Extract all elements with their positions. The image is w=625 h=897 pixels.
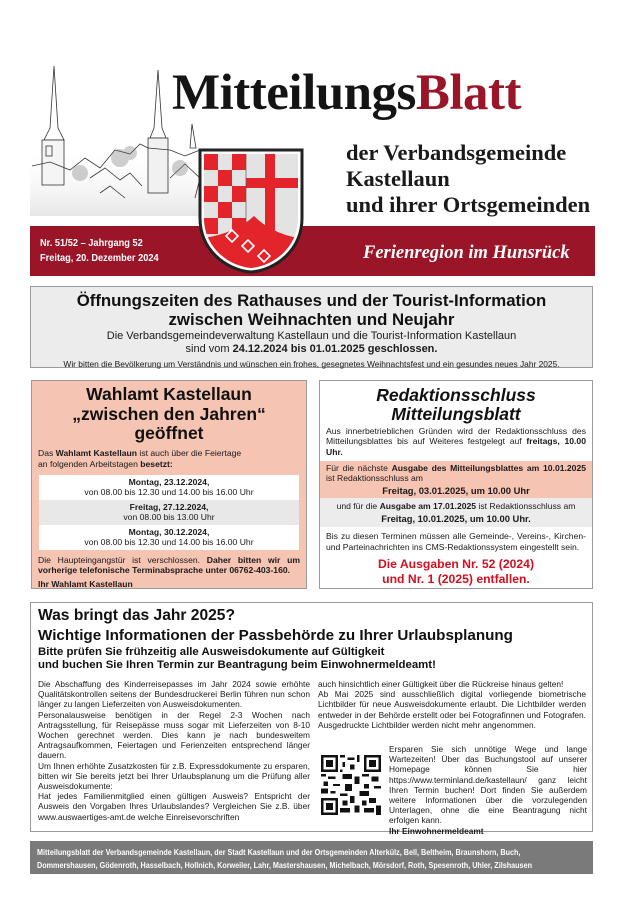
text: an folgenden Arbeitstagen: [38, 458, 141, 469]
subtitle-line: der Verbandsgemeinde: [346, 140, 567, 165]
issue-info: [40, 236, 159, 266]
passbehoerde-lead: [38, 646, 436, 672]
paragraph: Personalausweise benötigen in der Regel 2-3 Wochen nach Antragsstellung, für Reisepässe muss sogar mit Lieferzeiten von 8-10 Wochen gerechnet werden. Dies kann je nach bundesweitem Antragsaufkommen, Feiertagen und Ferienzeiten entsprechend länger dauern.: [38, 709, 310, 761]
next-issue-text: [326, 463, 586, 484]
coat-of-arms-icon: [196, 148, 306, 274]
footer-line: Dommershausen, Gödenroth, Hasselbach, Hollnich, Korweiler, Lahr, Mastershausen, Michelbach, Mörsdorf, Roth, Spesenroth, Uhler, Zilshausen: [37, 859, 532, 870]
paragraph: Ab Mai 2025 sind ausschließlich digital vorliegende biometrische Lichtbilder für neue Ausweisdokumente erlaubt. Die Lichtbilder werden entweder in der Behörde erstellt oder bei Fotografinnen und Fotografen. Ausgedruckte Lichtbilder werden nicht mehr angenommen.: [318, 689, 586, 730]
next-deadline: Freitag, 03.01.2025, um 10.00 Uhr: [382, 484, 530, 496]
notice-rathaus-wishes: Wir bitten die Bevölkerung um Verständnis und wünschen ein frohes, gesegnetes Weihnachtsfest und ein gesundes neues Jahr 2025.: [63, 359, 560, 369]
notice-rathaus-title: [31, 291, 592, 329]
text-bold: Wahlamt Kastellaun: [55, 447, 138, 458]
title-line: Redaktionsschluss: [376, 385, 536, 405]
qr-code-icon[interactable]: [321, 755, 381, 815]
redaktion-title: [320, 386, 592, 424]
tagline: Ferienregion im Hunsrück: [363, 243, 570, 263]
subtitle-line: und ihrer Ortsgemeinden: [346, 192, 591, 217]
cancel-line: und Nr. 1 (2025) entfallen.: [382, 571, 530, 586]
title-line: Mitteilungsblatt: [391, 404, 521, 424]
wahlamt-title: [32, 385, 306, 444]
cancel-notice: [320, 557, 592, 587]
wahlamt-signature: Ihr Wahlamt Kastellaun: [38, 578, 133, 589]
text-bold: besetzt:: [140, 458, 173, 469]
phone-note: Daher bitten wir um vorherige telefonische Terminabsprache unter 06762-403-160.: [38, 554, 300, 575]
redaktion-intro: [326, 426, 586, 457]
article-column-left: [38, 679, 310, 822]
second-issue-band: [320, 498, 592, 527]
paragraph: auch hinsichtlich einer Gültigkeit über die Rückreise hinaus gelten!: [318, 679, 564, 689]
issue-date: Freitag, 20. Dezember 2024: [40, 252, 159, 264]
article-column-right: [318, 679, 586, 730]
lead-line: und buchen Sie Ihren Termin zur Beantragung beim Einwohnermeldeamt!: [38, 659, 436, 671]
text-bold: Ausgabe des Mitteilungsblattes am 10.01.2025: [391, 462, 587, 473]
slot-hours: von 08.00 bis 12.30 und 14.00 bis 16.00 Uhr: [84, 487, 254, 497]
masthead-title-part1: Mitteilungs: [172, 65, 416, 121]
wahlamt-note: [38, 555, 300, 576]
footer-imprint: [30, 841, 593, 874]
footer-line: Mitteilungsblatt der Verbandsgemeinde Kastellaun, der Stadt Kastellaun und der Ortsgemeinden Alterkülz, Bell, Beltheim, Braunshorn, Buch,: [37, 847, 521, 857]
notice-rathaus-text: [31, 330, 592, 356]
slot-row: [39, 500, 299, 525]
title-line: Öffnungszeiten des Rathauses und der Tourist-Information: [76, 291, 547, 310]
redaktion-box: [319, 380, 593, 589]
masthead-subtitle: [346, 140, 590, 218]
booking-text: [389, 744, 587, 836]
text: Das: [38, 447, 56, 458]
paragraph: Die Abschaffung des Kinderreisepasses im Jahr 2024 sowie erhöhte Qualitätskontrollen seitens der Bundesdruckerei Berlin führen nun schon länger zu langen Lieferzeiten von Ausweisdokumenten.: [38, 679, 310, 710]
paragraph: Hat jedes Familienmitglied einen gültigen Ausweis? Entspricht der Ausweis den Vorgaben Ihres Urlaubslandes? Vergleichen Sie z.B. über www.auswaertiges-amt.de welche Einreisevorschriften: [38, 791, 310, 822]
passbehoerde-box: [30, 602, 593, 836]
passbehoerde-subheadline: Wichtige Informationen der Passbehörde zu Ihrer Urlaubsplanung: [38, 627, 513, 644]
slot-hours: von 08.00 bis 13.00 Uhr: [123, 512, 215, 522]
cancel-line: Die Ausgaben Nr. 52 (2024): [377, 556, 534, 571]
subtitle-line: Kastellaun: [346, 166, 450, 191]
wahlamt-intro: [38, 448, 300, 470]
text: Die Haupteingangstür ist verschlossen.: [38, 554, 207, 565]
text-bold: Ausgabe am 17.01.2025: [379, 501, 477, 512]
text-line: sind vom: [185, 343, 233, 355]
title-line: zwischen Weihnachten und Neujahr: [168, 310, 455, 329]
masthead-title: [172, 65, 521, 121]
next-issue-band: [320, 461, 592, 499]
passbehoerde-headline: Was bringt das Jahr 2025?: [38, 607, 236, 624]
title-line: Wahlamt Kastellaun: [86, 384, 252, 404]
slot-row: [39, 475, 299, 500]
title-line: geöffnet: [134, 423, 204, 443]
text: Aus innerbetrieblichen Gründen wird der Redaktionsschluss des Mitteilungsblattes bis auf Weiteres festgelegt auf: [326, 426, 586, 447]
slot-day: Montag, 30.12.2024,: [128, 526, 210, 537]
slot-row: [39, 525, 299, 550]
wahlamt-box: [31, 380, 307, 589]
text-line: Die Verbandsgemeindeverwaltung Kastellaun und die Tourist-Information Kastellaun: [106, 330, 517, 342]
passbehoerde-signature: Ihr Einwohnermeldeamt: [389, 825, 484, 836]
lead-line: Bitte prüfen Sie frühzeitig alle Ausweisdokumente auf Gültigkeit: [38, 646, 385, 658]
text: ist Redaktionsschluss am: [326, 473, 423, 484]
second-deadline: Freitag, 10.01.2025, um 10.00 Uhr.: [381, 512, 531, 524]
issue-number: Nr. 51/52 – Jahrgang 52: [40, 237, 143, 249]
text: ist auch über die Feiertage: [137, 447, 242, 458]
text-bold: freitags, 10.00 Uhr.: [326, 436, 586, 457]
title-line: „zwischen den Jahren“: [72, 403, 266, 424]
slot-day: Montag, 23.12.2024,: [128, 476, 210, 487]
cms-text: Bis zu diesen Terminen müssen alle Gemeinde-, Vereins-, Kirchen- und Parteinachrichten ins CMS-Redaktionssystem eingestellt sein.: [326, 531, 586, 552]
text: und für die: [336, 501, 380, 512]
booking-paragraph: Ersparen Sie sich unnötige Wege und lange Wartezeiten! Über das Buchungstool auf unserer Homepage können Sie hier https://www.terminland.de/kastellaun/ ganz leicht Ihren Termin buchen! Dort finden Sie außerdem weitere Informationen über die vorzulegenden Unterlagen, ohne die eine Beantragung nicht erfolgen kann.: [389, 744, 587, 826]
notice-rathaus: [30, 286, 593, 368]
text: Für die nächste: [326, 462, 392, 473]
slot-hours: von 08.00 bis 12.30 und 14.00 bis 16.00 Uhr: [84, 537, 254, 547]
opening-slots: [39, 475, 299, 550]
masthead-title-part2: Blatt: [415, 65, 521, 121]
closing-dates: 24.12.2024 bis 01.01.2025 geschlossen.: [232, 343, 438, 355]
text: ist Redaktionsschluss am: [476, 501, 576, 512]
paragraph: Um Ihnen erhöhte Zusatzkosten für z.B. Expressdokumente zu ersparen, bitten wir Sie bereits jetzt bei Ihrer Urlaubsplanung um die Prüfung aller Ausweisdokumente:: [38, 760, 310, 792]
slot-day: Freitag, 27.12.2024,: [129, 501, 209, 512]
